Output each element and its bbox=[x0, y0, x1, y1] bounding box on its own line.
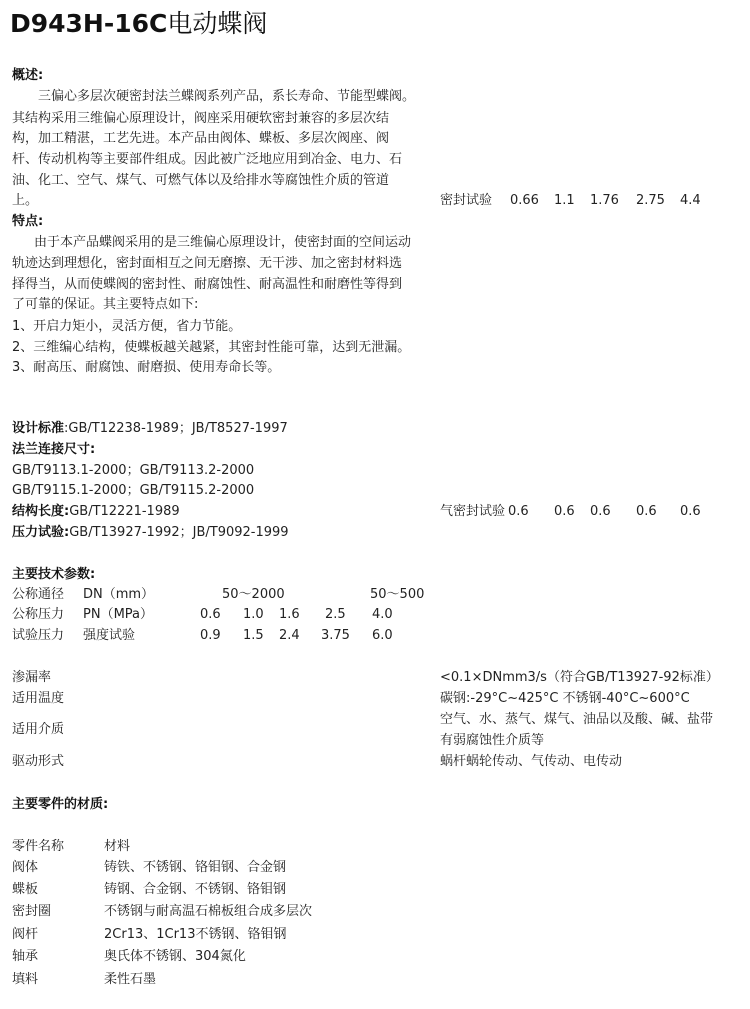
part-name: 轴承 bbox=[12, 949, 39, 964]
table-row bbox=[12, 970, 442, 990]
test-pressure-value: 1.5 bbox=[243, 628, 264, 643]
part-material: 铸铁、不锈钢、铬钼钢、合金钢 bbox=[104, 860, 287, 875]
materials-header-material: 材料 bbox=[104, 839, 131, 854]
part-material: 2Cr13、1Cr13不锈钢、铬钼钢 bbox=[104, 927, 287, 942]
features-line: 由于本产品蝶阀采用的是三维偏心原理设计，使密封面的空间运动 bbox=[34, 235, 412, 250]
overview-line: 上。 bbox=[12, 193, 39, 208]
spec-label-medium: 适用介质 bbox=[12, 722, 65, 737]
pn-value: 1.6 bbox=[279, 607, 300, 622]
overview-line: 三偏心多层次硬密封法兰蝶阀系列产品，系长寿命、节能型蝶阀。 bbox=[38, 89, 416, 104]
features-heading: 特点: bbox=[12, 214, 44, 229]
part-name: 密封圈 bbox=[12, 904, 52, 919]
pn-value: 0.6 bbox=[200, 607, 221, 622]
params-pn-row bbox=[12, 605, 442, 625]
table-row bbox=[12, 925, 442, 945]
seal-test-value: 1.76 bbox=[590, 193, 619, 208]
test-pressure-value: 3.75 bbox=[321, 628, 350, 643]
pn-value: 2.5 bbox=[325, 607, 346, 622]
design-standard-value: :GB/T12238-1989；JB/T8527-1997 bbox=[64, 421, 288, 436]
overview-heading: 概述: bbox=[12, 68, 44, 83]
seal-test-value: 0.66 bbox=[510, 193, 539, 208]
air-seal-test-label: 气密封试验 bbox=[440, 504, 506, 519]
table-row bbox=[12, 902, 442, 922]
params-dn-row bbox=[12, 585, 442, 605]
test-pressure-sub: 强度试验 bbox=[83, 628, 136, 643]
pn-unit: PN（MPa） bbox=[83, 607, 154, 622]
structure-length bbox=[12, 502, 180, 522]
part-material: 奥氏体不锈钢、304氮化 bbox=[104, 949, 246, 964]
design-standard-label: 设计标准 bbox=[12, 421, 65, 436]
air-seal-test-value: 0.6 bbox=[680, 504, 701, 519]
pn-value: 4.0 bbox=[372, 607, 393, 622]
materials-header-part: 零件名称 bbox=[12, 839, 65, 854]
materials-header-row bbox=[12, 837, 442, 857]
overview-line: 油、化工、空气、煤气、可燃气体以及给排水等腐蚀性介质的管道 bbox=[12, 173, 390, 188]
product-name: 电动蝶阀 bbox=[167, 9, 268, 38]
feature-item: 3、耐高压、耐腐蚀、耐磨损、使用寿命长等。 bbox=[12, 360, 281, 375]
spec-value-medium: 空气、水、蒸气、煤气、油品以及酸、碱、盐带 bbox=[440, 712, 714, 727]
part-name: 蝶板 bbox=[12, 882, 39, 897]
flange-label: 法兰连接尺寸: bbox=[12, 442, 96, 457]
flange-standard-line: GB/T9113.1-2000；GB/T9113.2-2000 bbox=[12, 463, 255, 478]
features-line: 轨迹达到理想化，密封面相互之间无磨擦、无干涉、加之密封材料选 bbox=[12, 256, 403, 271]
flange-standard-line: GB/T9115.1-2000；GB/T9115.2-2000 bbox=[12, 483, 255, 498]
test-pressure-value: 0.9 bbox=[200, 628, 221, 643]
spec-label-leakage: 渗漏率 bbox=[12, 670, 52, 685]
feature-item: 2、三维编心结构，使蝶板越关越紧，其密封性能可靠，达到无泄漏。 bbox=[12, 340, 411, 355]
materials-heading: 主要零件的材质: bbox=[12, 797, 109, 812]
test-pressure-value: 6.0 bbox=[372, 628, 393, 643]
table-row bbox=[12, 947, 442, 967]
features-line: 了可靠的保证。其主要特点如下: bbox=[12, 297, 199, 312]
table-row bbox=[12, 858, 442, 878]
air-seal-test-value: 0.6 bbox=[554, 504, 575, 519]
feature-item: 1、开启力矩小，灵活方便，省力节能。 bbox=[12, 319, 242, 334]
air-seal-test-value: 0.6 bbox=[636, 504, 657, 519]
dn-range-2: 50～500 bbox=[370, 587, 425, 602]
spec-value-drive: 蜗杆蜗轮传动、气传动、电传动 bbox=[440, 754, 623, 769]
overview-line: 构，加工精湛，工艺先进。本产品由阀体、蝶板、多层次阀座、阀 bbox=[12, 131, 390, 146]
seal-test-value: 2.75 bbox=[636, 193, 665, 208]
table-row bbox=[12, 880, 442, 900]
pressure-test-value: GB/T13927-1992；JB/T9092-1999 bbox=[69, 525, 289, 540]
overview-line: 杆、传动机构等主要部件组成。因此被广泛地应用到冶金、电力、石 bbox=[12, 152, 403, 167]
dn-label: 公称通径 bbox=[12, 587, 65, 602]
part-name: 填料 bbox=[12, 972, 39, 987]
spec-value-temperature: 碳钢:-29°C~425°C 不锈钢-40°C~600°C bbox=[440, 691, 690, 706]
pn-value: 1.0 bbox=[243, 607, 264, 622]
seal-test-value: 4.4 bbox=[680, 193, 701, 208]
air-seal-test-value: 0.6 bbox=[590, 504, 611, 519]
page-title bbox=[10, 6, 267, 42]
part-material: 柔性石墨 bbox=[104, 972, 157, 987]
spec-value-leakage: <0.1×DNmm3/s（符合GB/T13927-92标准） bbox=[440, 670, 719, 685]
pressure-test-label: 压力试验: bbox=[12, 525, 70, 540]
seal-test-label: 密封试验 bbox=[440, 193, 493, 208]
seal-test-value: 1.1 bbox=[554, 193, 575, 208]
test-pressure-label: 试验压力 bbox=[12, 628, 65, 643]
structure-length-value: GB/T12221-1989 bbox=[69, 504, 180, 519]
features-line: 择得当，从而使蝶阀的密封性、耐腐蚀性、耐高温性和耐磨性等得到 bbox=[12, 277, 403, 292]
part-material: 不锈钢与耐高温石棉板组合成多层次 bbox=[104, 904, 313, 919]
overview-line: 其结构采用三维偏心原理设计，阀座采用硬软密封兼容的多层次结 bbox=[12, 111, 390, 126]
pressure-test-standard bbox=[12, 523, 289, 543]
model-number: D943H-16C bbox=[10, 9, 168, 38]
spec-label-drive: 驱动形式 bbox=[12, 754, 65, 769]
pn-label: 公称压力 bbox=[12, 607, 65, 622]
spec-label-temperature: 适用温度 bbox=[12, 691, 65, 706]
test-pressure-value: 2.4 bbox=[279, 628, 300, 643]
spec-value-medium-cont: 有弱腐蚀性介质等 bbox=[440, 733, 545, 748]
design-standard bbox=[12, 419, 288, 439]
params-test-row bbox=[12, 626, 442, 646]
structure-length-label: 结构长度: bbox=[12, 504, 70, 519]
params-heading: 主要技术参数: bbox=[12, 567, 96, 582]
dn-range-1: 50～2000 bbox=[222, 587, 285, 602]
part-material: 铸钢、合金钢、不锈钢、铬钼钢 bbox=[104, 882, 287, 897]
part-name: 阀体 bbox=[12, 860, 39, 875]
part-name: 阀杆 bbox=[12, 927, 39, 942]
air-seal-test-value: 0.6 bbox=[508, 504, 529, 519]
dn-unit: DN（mm） bbox=[83, 587, 155, 602]
